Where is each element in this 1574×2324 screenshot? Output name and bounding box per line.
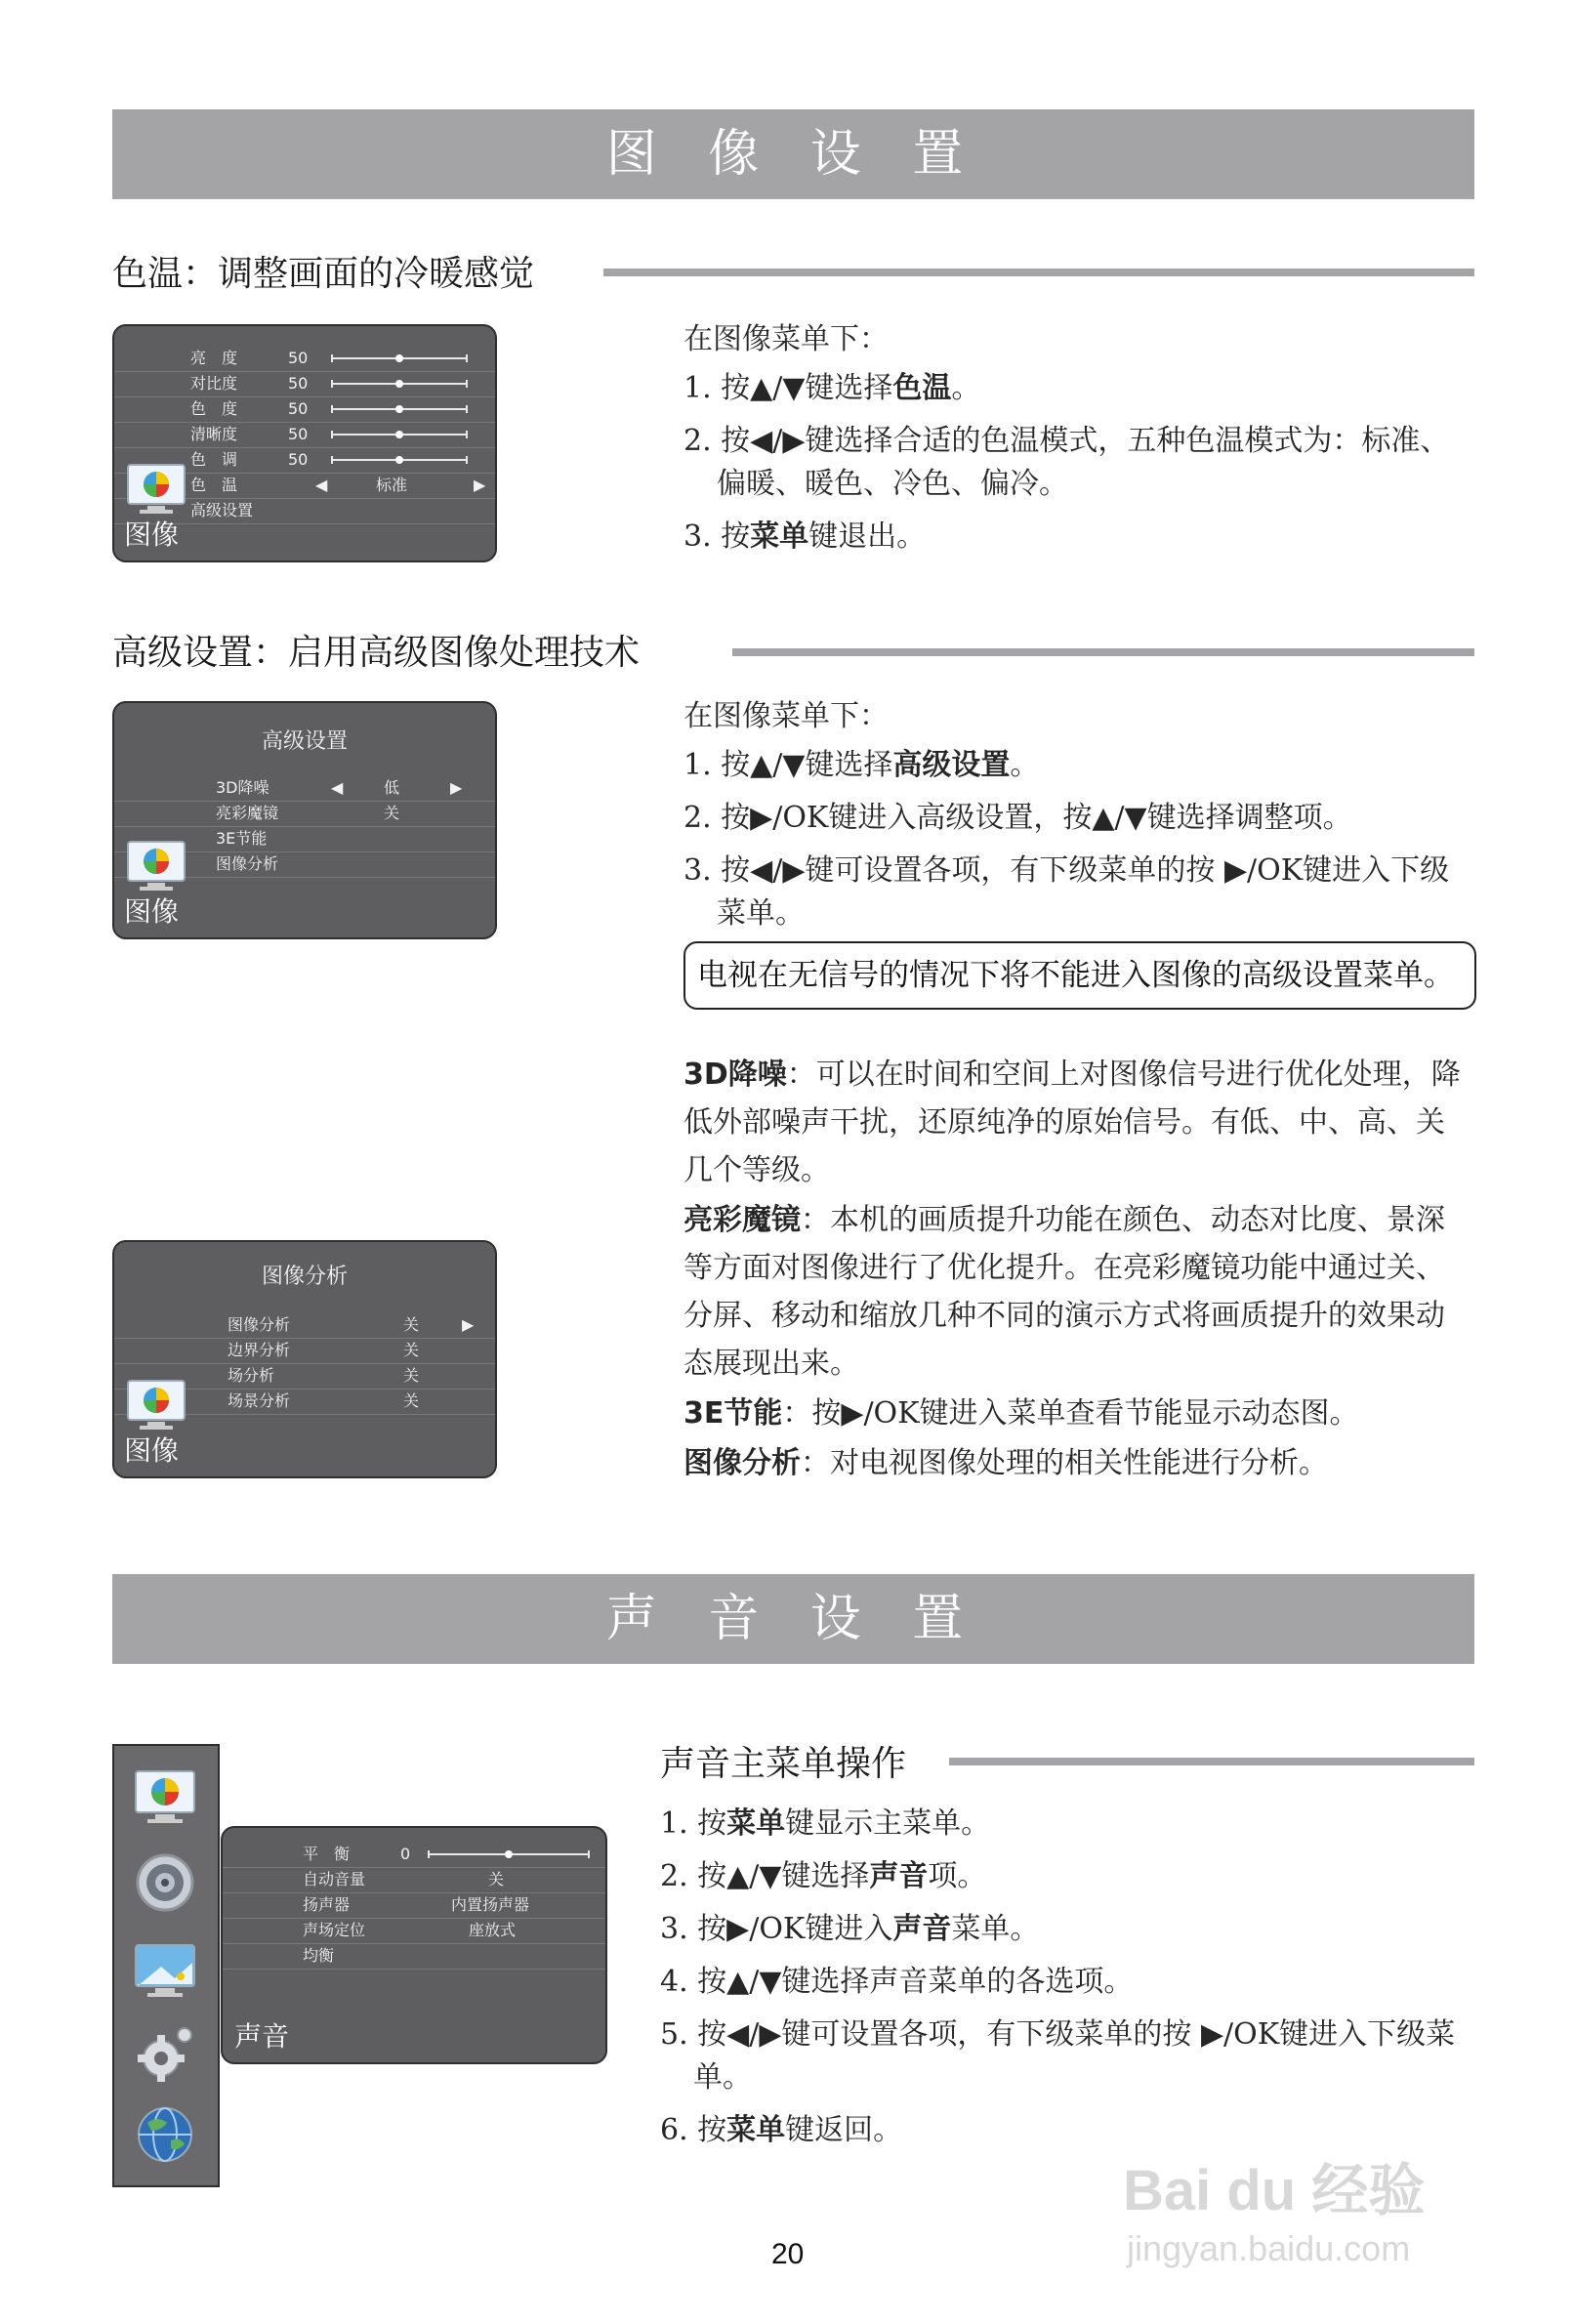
left-arrow-icon: ◀ [331,778,344,797]
menu-row-contrast [114,371,495,397]
menu-row-value: 50 [288,450,309,469]
right-arrow-icon: ▶ [450,778,463,797]
menu-row-value: 低 [384,778,400,797]
instruction-step: 1. 按▲/▼键选择高级设置。 [683,748,1040,782]
menu-row-label: 对比度 [190,374,238,393]
analysis-menu-screenshot [112,1240,497,1478]
menu-row-auto-volume [223,1867,605,1893]
instructions-intro: 在图像菜单下： [683,322,889,356]
instruction-step: 3. 按◀/▶键可设置各项，有下级菜单的按 ▶/OK键进入下级菜单。 [683,853,1450,931]
menu-row-value: 50 [288,425,309,443]
balance-slider [428,1853,590,1855]
menu-row-label: 声场定位 [303,1921,366,1939]
description-analysis: 图像分析：对电视图像处理的相关性能进行分析。 [683,1446,1328,1480]
sound-instructions [660,1803,1476,2162]
level-slider [331,459,468,461]
right-arrow-icon: ▶ [462,1315,475,1334]
image-settings-banner: 图 像 设 置 [112,109,1474,199]
menu-row-value: 关 [403,1315,420,1334]
instruction-step: 3. 按▶/OK键进入声音菜单。 [660,1912,1040,1946]
menu-row-edge-analysis [114,1338,495,1364]
menu-row-label: 高级设置 [190,501,254,519]
instruction-step: 6. 按菜单键返回。 [660,2113,903,2147]
instruction-step: 1. 按菜单键显示主菜单。 [660,1806,991,1841]
instruction-step: 4. 按▲/▼键选择声音菜单的各选项。 [660,1965,1134,1999]
instruction-step: 1. 按▲/▼键选择色温。 [683,371,981,405]
menu-row-sharpness [114,422,495,448]
menu-row-label: 场景分析 [228,1391,291,1410]
menu-row-brightness [114,346,495,372]
menu-row-label: 清晰度 [190,425,238,443]
speaker-icon [132,1849,198,1916]
menu-row-label: 图像分析 [228,1315,291,1334]
picture-icon [126,840,186,892]
color-temp-heading: 色温：调整画面的冷暖感觉 [112,254,535,294]
menu-row-value: 关 [403,1341,420,1359]
level-slider [331,383,468,385]
menu-row-equalizer [223,1943,605,1970]
page-number: 20 [771,2238,805,2270]
advanced-descriptions [683,1051,1465,1487]
instruction-step: 3. 按菜单键退出。 [683,519,927,554]
menu-row-label: 色 度 [190,399,238,418]
no-signal-note: 电视在无信号的情况下将不能进入图像的高级设置菜单。 [683,941,1476,1010]
left-arrow-icon: ◀ [315,476,328,494]
menu-caption: 图像 [124,895,180,928]
description-color-mirror: 亮彩魔镜：本机的画质提升功能在颜色、动态对比度、景深等方面对图像进行了优化提升。在亮彩魔镜功能中通过关、分屏、移动和缩放几种不同的演示方式将画质提升的效果动态展现出来。 [683,1203,1445,1381]
menu-caption: 图像 [124,1434,180,1467]
sound-heading: 声音主菜单操作 [660,1744,907,1784]
sound-menu-screenshot [221,1826,607,2064]
menu-row-label: 色 温 [190,476,238,494]
menu-row-image-analysis [114,1312,495,1339]
menu-row-label: 自动音量 [303,1870,366,1888]
menu-row-3d-noise [114,775,495,802]
menu-row-label: 亮彩魔镜 [216,804,279,822]
level-slider [331,434,468,436]
section-rule [603,269,1474,276]
menu-row-label: 扬声器 [303,1895,351,1914]
instruction-step: 2. 按▶/OK键进入高级设置，按▲/▼键选择调整项。 [683,801,1352,835]
menu-row-label: 均衡 [303,1946,335,1965]
main-menu-icon-bar [112,1744,220,2187]
instruction-step: 2. 按▲/▼键选择声音项。 [660,1859,987,1893]
color-temp-instructions [683,318,1476,568]
instruction-step: 2. 按◀/▶键选择合适的色温模式，五种色温模式为：标准、偏暖、暖色、冷色、偏冷。 [683,424,1450,501]
menu-row-value: 关 [403,1391,420,1410]
advanced-instructions [683,695,1476,945]
menu-row-label: 色 调 [190,450,238,469]
menu-row-label: 3E节能 [216,829,268,848]
watermark-url: jingyan.baidu.com [1127,2228,1411,2268]
menu-row-label: 边界分析 [228,1341,291,1359]
screen-icon [132,1937,198,2004]
watermark-logo: Bai du 经验 [1123,2159,1426,2222]
menu-row-label: 亮 度 [190,349,238,367]
menu-row-value: 0 [400,1845,411,1863]
menu-row-color [114,396,495,423]
picture-icon [126,463,186,516]
menu-row-value: 关 [403,1366,420,1385]
menu-caption: 声音 [234,2020,290,2053]
menu-row-value: 标准 [376,476,408,494]
description-3d-noise: 3D降噪：可以在时间和空间上对图像信号进行优化处理，降低外部噪声干扰，还原纯净的原始信号。有低、中、高、关几个等级。 [683,1058,1461,1187]
advanced-heading: 高级设置：启用高级图像处理技术 [112,633,641,673]
menu-title: 高级设置 [261,729,348,754]
menu-row-value: 关 [384,804,400,822]
gear-icon [132,2021,198,2088]
advanced-menu-screenshot [112,701,497,939]
menu-caption: 图像 [124,519,180,551]
menu-row-value: 内置扬声器 [451,1895,530,1914]
sound-settings-banner: 声 音 设 置 [112,1574,1474,1664]
menu-title: 图像分析 [261,1265,348,1289]
description-3e: 3E节能：按▶/OK键进入菜单查看节能显示动态图。 [683,1396,1359,1431]
section-rule [732,648,1474,656]
menu-row-label: 场分析 [228,1366,275,1385]
menu-row-speaker [223,1892,605,1919]
globe-icon [132,2101,198,2168]
picture-icon [126,1379,186,1432]
menu-row-value: 关 [488,1870,505,1888]
menu-row-value: 50 [288,374,309,393]
section-rule [949,1758,1474,1765]
menu-row-label: 平 衡 [303,1845,351,1863]
right-arrow-icon: ▶ [474,476,486,494]
menu-row-sound-position [223,1918,605,1944]
menu-row-value: 50 [288,399,309,418]
menu-row-label: 图像分析 [216,854,279,873]
menu-row-label: 3D降噪 [216,778,269,797]
menu-row-value: 50 [288,349,309,367]
menu-row-value: 座放式 [469,1921,517,1939]
picture-menu-screenshot [112,324,497,562]
picture-icon [132,1764,198,1830]
instruction-step: 5. 按◀/▶键可设置各项，有下级菜单的按 ▶/OK键进入下级菜单。 [660,2017,1456,2095]
menu-row-color-mirror [114,801,495,827]
menu-row-balance [223,1842,605,1868]
instructions-intro: 在图像菜单下： [683,699,889,733]
level-slider [331,357,468,359]
level-slider [331,408,468,410]
